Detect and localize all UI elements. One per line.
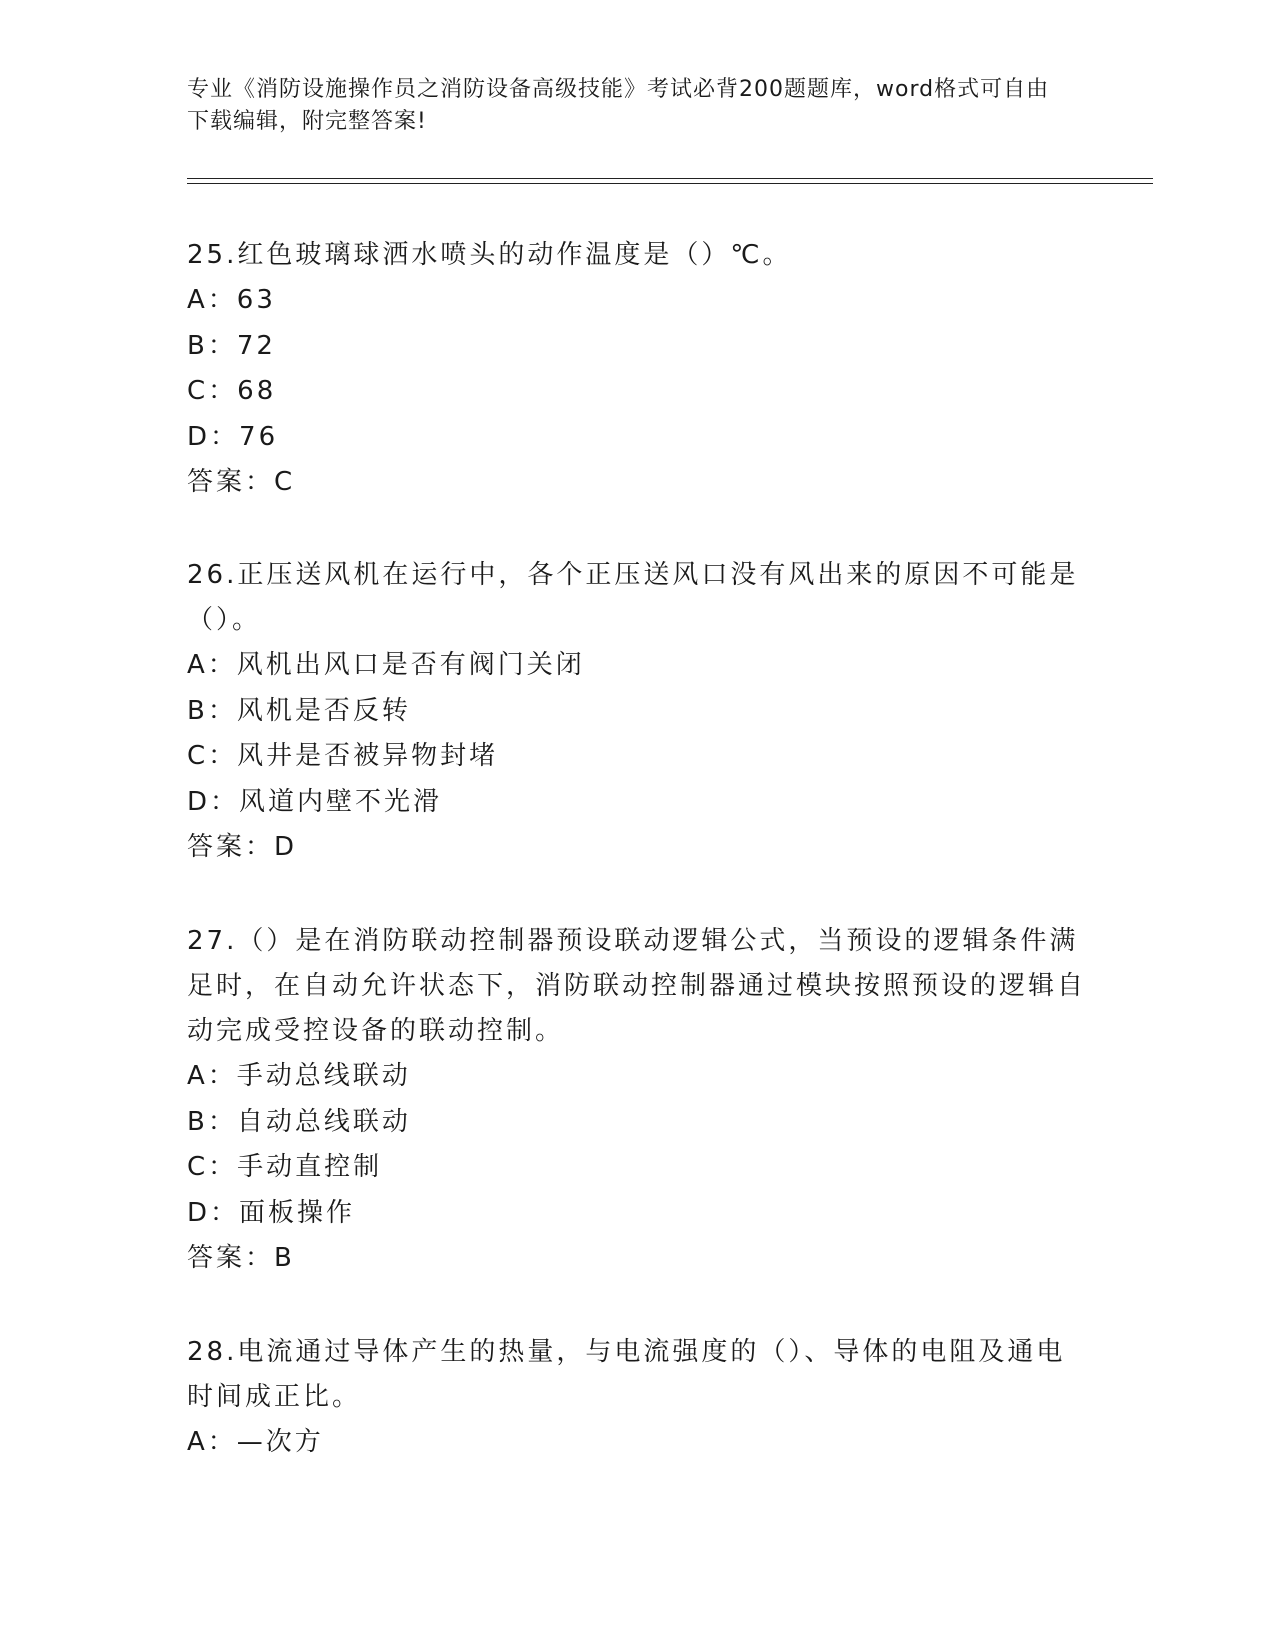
question-text: 27.（）是在消防联动控制器预设联动逻辑公式，当预设的逻辑条件满足时，在自动允许状态下，消防联动控制器通过模块按照预设的逻辑自动完成受控设备的联动控制。 [187,926,1087,1046]
option-a: A：风机出风口是否有阀门关闭 [187,650,585,680]
question-27 [187,919,1087,1281]
option-b: B：72 [187,330,276,361]
option-b: B：自动总线联动 [187,1106,411,1137]
option-b: B：风机是否反转 [187,695,411,726]
question-25 [187,233,1087,505]
answer: 答案：B [187,1243,295,1273]
question-text: 25.红色玻璃球洒水喷头的动作温度是（）℃。 [187,240,792,270]
question-28 [187,1330,1087,1466]
option-c: C：风井是否被异物封堵 [187,741,499,771]
option-d: D：76 [187,421,279,452]
header-rule-bottom [187,183,1153,184]
option-a: A：63 [187,285,276,315]
question-text: 26.正压送风机在运行中，各个正压送风口没有风出来的原因不可能是（）。 [187,560,1079,635]
header-rule-top [187,178,1153,179]
answer: 答案：C [187,467,296,497]
option-c: C：手动直控制 [187,1152,383,1182]
option-c: C：68 [187,376,277,406]
question-26 [187,553,1087,870]
answer: 答案：D [187,832,298,862]
option-d: D：风道内壁不光滑 [187,786,443,817]
option-d: D：面板操作 [187,1197,356,1228]
question-text: 28.电流通过导体产生的热量，与电流强度的（）、导体的电阻及通电时间成正比。 [187,1337,1066,1412]
option-a: A：—次方 [187,1427,324,1457]
document-header: 专业《消防设施操作员之消防设备高级技能》考试必背200题题库，word格式可自由下载编辑，附完整答案! [187,77,1050,134]
option-a: A：手动总线联动 [187,1061,411,1091]
